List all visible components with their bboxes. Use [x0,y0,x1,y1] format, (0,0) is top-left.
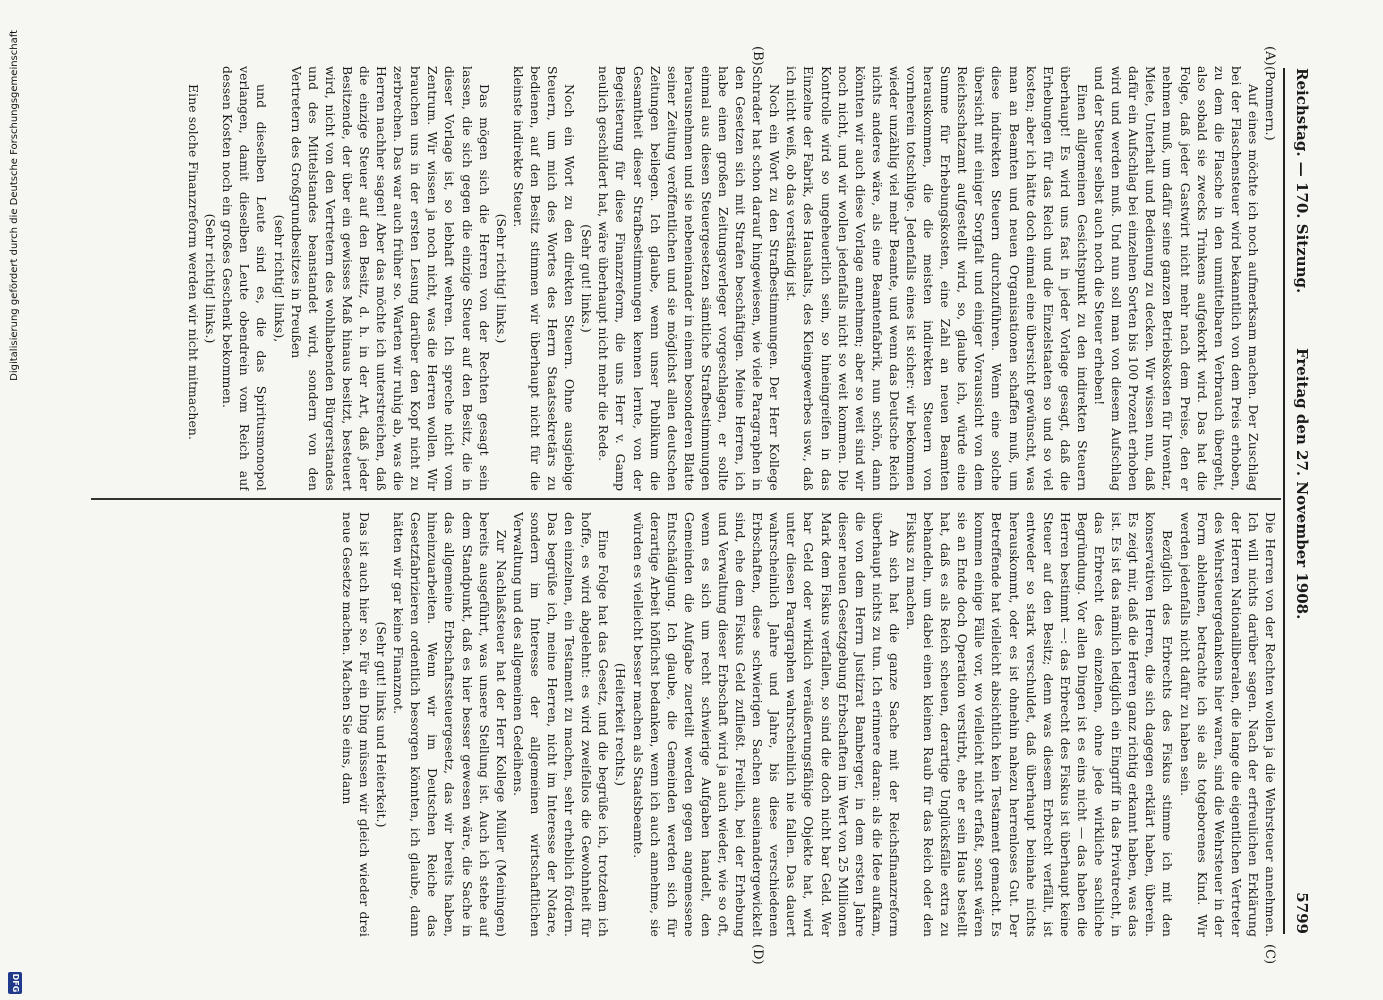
header-date: Freitag den 27. November 1908. [1293,348,1311,620]
margin-mark-d: (D) [750,944,765,965]
left-column [79,66,1279,491]
margin-mark-a: (A) [1262,46,1277,66]
paragraph: Noch ein Wort zu den direkten Steuern. Ohne ausgiebige Steuern, um mich des Wortes des Herrn Staatssekretärs zu bedienen, auf den Besitz stimmen wir überhaupt nicht für die kleinste indirekte Steuer. [510,66,578,491]
header-left: Reichstag. — 170. Sitzung. [1293,68,1311,294]
page-number: 5799 [1293,892,1311,934]
column-divider [91,498,1281,500]
paragraph: Das mögen sich die Herren von der Rechten gesagt sein lassen, die sich gegen die einzige Steuer auf den Besitz, die in dieser Vorlage ist, so lebhaft wehren. Ich spreche nicht vom Zentrum. Wir wissen ja noch nicht, was die Herren wollen. Wir brauchen uns in der ersten Lesung darüber den Kopf nicht zu zerbrechen. Das war auch früher so. Warten wir ruhig ab, was die Herren nachher sagen! Aber das möchte ich unterstreichen, daß die einzige Steuer auf den Besitz, d. h. in der Art, daß jeder Besitzende, der über ein gewisses Maß hinaus besitzt, besteuert wird, nicht von den Vertretern des wohlhabenden Bürgerstandes und des Mittelstandes beanstandet wird, sondern von den Vertretern des Großgrundbesitzes in Preußen [288,66,492,491]
paragraph: Zur Nachlaßsteuer hat der Herr Kollege Müller (Meiningen) bereits ausgeführt, was unsere Stellung ist. Auch ich stehe auf dem Standpunkt, daß es hier besser gewesen wäre, die Sache in das allgemeine Erbschaftssteuergesetz, das wir bereits haben, hineinzuarbeiten. Wenn wir im Deutschen Reiche das Gesetzfabrizieren ordentlich besorgen könnten, ich glaube, dann hätten wir gar keine Finanznot. [391,512,509,937]
paragraph: Noch ein Wort zu den Strafbestimmungen. Der Herr Kollege Schrader hat schon darauf hingewiesen, wie viele Paragraphen in den Gesetzen sich mit Strafen beschäftigen. Meine Herren, ich habe einen großen Zeitungsverleger vorgeschlagen, er sollte einmal aus diesen Steuergesetzen sämtliche Strafbestimmungen herausnehmen und sie nebeneinander in einem besonderen Blatte seiner Zeitung veröffentlichen und sie möglichst allen deutschen Zeitungen beilegen. Ich glaube, wenn unser Publikum die Gesamtheit dieser Strafbestimmungen kennen lernte, von der Begeisterung für diese Finanzreform, die uns Herr v. Gamp neulich geschildert hat, wäre überhaupt nicht mehr die Rede. [596,66,783,491]
interjection: (Heiterkeit rechts.) [613,662,629,787]
right-column [79,512,1279,937]
dfg-logo: DFG [8,972,22,994]
footer [0,0,28,1000]
paragraph: Die Herren von der Rechten wollen ja die Wehrsteuer annehmen. Ich will nichts darüber sagen. Nach der erfreulichen Erklärung der Herren Nationalliberalen, die lange die eigentlichen Vertreter des Wehrsteuergedankens hier waren, sind die Wehrsteuer in der Form ablehnen, betrachte ich sie als totgeborenes Kind. Wir werden jedenfalls nicht dafür zu haben sein. [1177,512,1278,937]
paragraph: Das ist auch hier so. Für ein Ding müssen wir gleich wieder drei neue Gesetze machen. Machen Sie eins, dann [339,512,373,937]
paragraph: Eine solche Finanzreform werden wir nicht mitmachen. [186,84,202,441]
interjection: (Sehr richtig! links.) [493,213,509,344]
paragraph: Auf eines möchte ich noch aufmerksam machen. Der Zuschlag bei der Flaschensteuer wird bekanntlich von dem Preis erhoben, zu dem die Flasche in den unmittelbaren Verbrauch übergeht, also sobald sie zwecks Trinkens aufgekorkt wird. Das hat die Folge, daß jeder Gastwirt nicht mehr nach dem Preise, den er nehmen muß, um dafür seine ganzen Betriebskosten für Inventar, Miete, Unterhalt und Bedienung zu decken. Wir wissen nun, daß dafür ein Aufschlag bei einzelnen Sorten bis 100 Prozent erhoben wird und werden muß. Und nun soll man von diesem Aufschlag und der Steuer selbst auch noch die Steuer erheben! [1092,66,1261,491]
interjection: (Sehr gut! links und Heiterkeit.) [374,621,390,828]
interjection: (sehr richtig! links), [271,214,287,343]
funding-note: Digitalisierung gefördert durch die Deutsche Forschungsgemeinschaft [9,30,20,381]
paragraph: Eine Folge hat das Gesetz, und die begrüße ich, trotzdem ich hoffe, es wird abgelehnt: es wird zweifellos die Gewohnheit für den einzelnen, ein Testament zu machen, sehr erheblich fördern. Das begrüße ich, meine Herren, nicht im Interesse der Notare, sondern im Interesse der allgemeinen wirtschaftlichen Verwaltung und des allgemeinen Gedeihens. [510,512,612,937]
margin-mark-b: (B) [750,46,765,66]
interjection: (Sehr gut! links.) [579,224,595,333]
paragraph: Einen allgemeinen Gesichtspunkt zu den indirekten Steuern überhaupt! Es wird uns fast in jeder Vorlage gesagt, daß die Erhebungen für das Reich und die Einzelstaaten so und so viel kosten; aber ich hätte doch einmal eine übersicht gewünscht, was man an Beamten und neuen Organisationen schaffen muß, um diese indirekten Steuern durchzuführen. Wenn eine solche übersicht mit einiger Sorgfalt und einiger Voraussicht von dem Reichsschatzamt aufgestellt wird, so, glaube ich, würde eine Summe für Erhebungskosten, eine Zahl an neuen Beamten herauskommen, die die meisten indirekten Steuern von vornherein totschlüge. Jedenfalls eines ist sicher: wir bekommen wieder unzählig viel mehr Beamte, und wenn das Deutsche Reich nichts anderes wäre, als eine Beamtenfabrik, nun schön, dann könnten wir auch diese Vorlage annehmen; aber so weit sind wir noch nicht, und wir wollen jedenfalls nicht so weit kommen. Die Kontrolle wird so ungeheuerlich sein, so hineingreifen in das Einzelne der Fabrik, des Haushalts, des Kleingewerbes usw., daß ich nicht weiß, ob das verständig ist. [784,66,1090,491]
interjection: (Sehr richtig! links.) [203,213,219,344]
paragraph: und dieselben Leute sind es, die das Spiritusmonopol verlangen, damit dieselben Leute obendrein vom Reich auf dessen Kosten noch ein großes Geschenk bekommen. [220,66,270,491]
paragraph: An sich hat die ganze Sache mit der Reichsfinanzreform überhaupt nichts zu tun. Ich erinnere daran: als die Idee aufkam, die von dem Herrn Justizrat Bamberger, in dem ersten Jahre dieser neuen Gesetzgebung Erbschaften im Wert von 25 Millionen Mark dem Fiskus verfallen, so sind die doch nicht bar Geld. Wer bar Geld oder wirklich veräußerungsfähige Objekte hat, wird unter diesen Paragraphen wahrscheinlich nie fallen. Das dauert wahrscheinlich Jahre und Jahre, bis diese verschiedenen Erbschaften, diese schwierigen Sachen auseinandergewickelt sind, ehe dem Fiskus Geld zufließt. Freilich, bei der Erhebung und Verwaltung dieser Erbschaft wird ja auch wieder, wie so oft, wenn es sich um recht schwierige Aufgaben handelt, den Gemeinden die Aufgabe zuerteilt werden gegen angemessene Entschädigung. Ich glaube, die Gemeinden werden sich für derartige Arbeit höflichst bedanken, wenn ich auch annehme, sie würden es vielleicht besser machen als Staatsbeamte. [630,512,902,937]
header-rule [1283,68,1285,934]
margin-mark-c: (C) [1262,944,1277,965]
paragraph: Bezüglich des Erbrechts des Fiskus stimme ich mit den konservativen Herren, die sich dagegen erklärt haben, überein. Es zeigt mir, daß die Herren ganz richtig erkannt haben, was das ist. Es ist das nämlich lediglich ein Eingriff in das Privatrecht, in das Erbrecht des einzelnen, ohne jede wirkliche sachliche Begründung. Vor allen Dingen ist es eins nicht — das haben die Herren bestimmt —: das Erbrecht des Fiskus ist überhaupt keine Steuer auf den Besitz; denn was diesem Erbrecht verfällt, ist entweder so stark verschuldet, daß überhaupt beinahe nichts herauskommt, oder es ist ohnehin nahezu herrenloses Gut. Der Betreffende hat vielleicht absichtlich kein Testament gemacht. Es kommen einige Fälle vor, wo vielleicht nicht erfaßt, sonst wären sie an Ende doch Operation verstirbt, ehe er sein Haus bestellt hat, daß es als Reich scheuen, derartige Unglücksfälle extra zu behandeln, um dabei einen kleinen Raub für das Reich oder den Fiskus zu machen. [904,512,1176,937]
page-header [1287,68,1313,934]
paragraph: (Pommern.) [1263,66,1278,141]
